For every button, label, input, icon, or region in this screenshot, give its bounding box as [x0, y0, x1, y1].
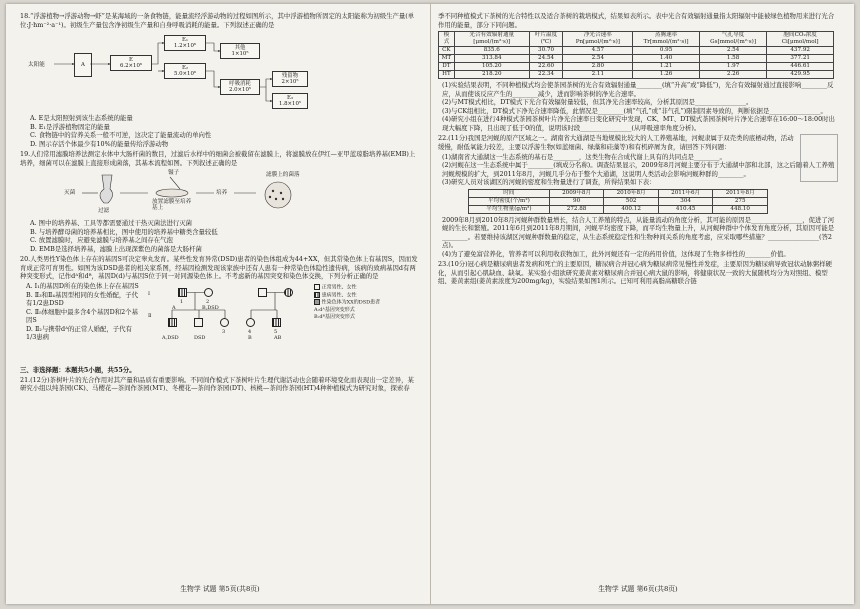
q23-stem: 23.(10分)冠心病是糖尿病患者发病和死亡的主要原因，糖尿病合并冠心病为糖尿病常见慢性并发症，主要原因为糖尿病导致冠状动脉粥样硬化，从而引起心肌缺血、缺氧。某实验小组欲研究姜黄素对糖尿病合并冠心病大鼠的影响，将健康状况一致的大鼠随机均分为对照组、模型组、姜黄素组(姜黄素浓度为200mg/kg)，实验结果如图1所示。已知可利用高脂高糖联合链 [438, 260, 832, 285]
table-cell: 平均生物量(g/m²) [469, 205, 550, 213]
sun-label: 太阳能 [28, 62, 45, 68]
legend-dsd-text: 性染色体为XX的DSD患者 [321, 299, 381, 306]
box-e-label: E [129, 57, 133, 63]
table-cell: 437.92 [767, 47, 834, 55]
q19-opt-d: D. EMB是选择培养基，滤膜上出现深紫色的菌落是大肠杆菌 [30, 244, 202, 253]
table-cell: 400.12 [604, 205, 659, 213]
exam-sheet [6, 4, 854, 604]
box-e2-label: E₂ [181, 65, 189, 71]
gen-1: Ⅰ [148, 291, 150, 297]
q21-continued: 季不同种植模式下茶树的光合特性以及适合茶树的栽培模式，结果如表所示。表中光合有效辐射通量指太阳辐射中能被绿色植物用来进行光合作用的能量，部分下同问题。 [438, 12, 835, 29]
page-5 [20, 12, 420, 596]
legend-affected [314, 292, 418, 300]
q21-part-3: (3)与CK组相比，DT模式下净光合速率降低，此情况是________(填“气孔”或“非气孔”)限制因素导致的，判断依据是________________。 [442, 106, 827, 115]
table-cell: HT [439, 71, 455, 79]
q21-part-4: (4)研究小组在进行4种模式茶园茶树叶片净光合速率日变化研究中发现，CK、MT、DT模式茶园茶树叶片净光合速率在16:00～18:00时出现大幅度下降，且出现了低于0的值，说明该时段________________(从呼吸速率角度分析)。 [442, 115, 835, 132]
table-cell: 429.95 [767, 71, 834, 79]
step-sterilize: 灭菌 [64, 190, 76, 196]
table-cell: 1.40 [633, 55, 700, 63]
table-row [439, 55, 834, 63]
section-3-heading: 三、非选择题：本题共5小题，共55分。 [20, 366, 136, 374]
step-place-membrane: 放置滤膜至培养基上 [152, 199, 192, 211]
step-tweezers: 镊子 [168, 170, 180, 176]
q20-options [20, 282, 140, 342]
label-4: 4 [248, 329, 252, 335]
table-cell: MT [439, 55, 455, 63]
q18-opt-b: B. E₁是浮游植物固定的能量 [30, 122, 110, 131]
table-cell: 30.70 [529, 47, 563, 55]
table-cell: 2.54 [699, 47, 766, 55]
table-cell: 90 [549, 197, 604, 205]
table-cell: 4.57 [563, 47, 633, 55]
box-residue-label: 残留物 [281, 73, 299, 79]
q19-stem: 19.人们常用滤膜培养法测定水体中大肠杆菌的数目，过滤后水样中的细菌会被截留在滤膜上，将滤膜放在伊红—亚甲蓝琼脂培养基(EMB)上培养，细菌可以在滤膜上直接形成菌落，其基本流程如图。下列叙述正确的是 [20, 150, 416, 167]
box-a: A [74, 53, 92, 77]
table-row [469, 197, 768, 205]
table-cell: 1.97 [699, 63, 766, 71]
table-header: 2011年6月 [658, 189, 713, 197]
table-cell: 2.54 [563, 55, 633, 63]
q22-part-1: (1)湖南省大通湖这一生态系统的基石是________，这类生物在合成代谢上具有的共同点是________。 [442, 152, 726, 161]
table-cell: 2.26 [699, 71, 766, 79]
table-header: 2009年8月 [549, 189, 604, 197]
table-header: 模式 [439, 32, 455, 47]
table-cell: 304 [658, 197, 713, 205]
table-header: 2010年8月 [604, 189, 659, 197]
box-resp-value: 2.0×10⁵ [228, 87, 252, 94]
label-1: 1 [180, 299, 184, 305]
clam-density-table [468, 189, 768, 214]
q19-opt-a: A. 图中的培养基、工具等都需要通过干热灭菌法进行灭菌 [30, 219, 193, 227]
footer-page-5: 生物学 试题 第5页(共8页) [180, 584, 260, 593]
q22-part-2: (2)河蚬在这一生态系统中属于________(填成分名称)。调查结果显示，2009年8月河蚬主要分布于大通湖中部和北部，这之后随着人工养殖河蚬规模的扩大，到2011年8月，河蚬几乎分布于整个大通湖，这说明人类活动会影响河蚬种群的________。 [442, 161, 835, 178]
pedigree-lines [148, 284, 308, 324]
table-header: 时间 [469, 189, 550, 197]
filtration-drawing [20, 169, 320, 217]
table-cell: 24.54 [529, 55, 563, 63]
q22-stem: 22.(11分)我国是河蚬的原产区域之一。湖南省大通湖是当地规模比较大的人工养殖基地，河蚬隶属于双壳类的底栖动物，活动缓慢，耐低氧能力较差，主要以浮游生物(如蓝细菌、绿藻和硅藻等)和有机碎屑为食，请回答下列问题： [438, 134, 794, 151]
table-cell: 105.20 [454, 63, 529, 71]
footer-page-6: 生物学 试题 第6页(共8页) [598, 584, 678, 593]
q19-opt-c: C. 放置滤膜时，应避免滤膜与培养基之间存在气泡 [30, 236, 173, 244]
box-e3-value: 1.8×10⁵ [278, 101, 302, 108]
table-cell: 0.95 [633, 47, 700, 55]
table-cell: 313.84 [454, 55, 529, 63]
table-cell: 平均密度(个/m²) [469, 197, 550, 205]
legend-affected-text: 患病男性、女性 [321, 292, 357, 298]
pedigree-legend [314, 284, 418, 321]
tag-b-dsd: B,DSD [202, 305, 219, 311]
clam-illustration [800, 134, 838, 182]
tag-dsd: DSD [194, 335, 206, 341]
step-culture: 培养 [216, 190, 228, 196]
legend-normal-text: 正常男性、女性 [321, 284, 357, 291]
box-e1-value: 1.2×10⁶ [173, 43, 197, 50]
step-filter: 过滤 [98, 208, 110, 214]
q19-opt-b: B. 与培养酵母菌的培养基相比，图中使用的培养基中糖类含量较低 [30, 227, 218, 236]
gen-2: Ⅱ [148, 313, 152, 319]
table-header: 净光合速率Pn[μmol/(m²·s)] [563, 32, 633, 47]
box-e3-label: E₃ [286, 95, 294, 101]
label-2: 2 [206, 299, 210, 305]
table-header: 胞间CO₂浓度Ci[μmol/mol] [767, 32, 834, 47]
energy-flow-diagram [20, 31, 420, 111]
q18-opt-a: A. E是太阳照射到该生态系统的能量 [30, 114, 133, 122]
table-cell: 218.20 [454, 71, 529, 79]
tag-ab: AB [274, 335, 282, 341]
q18-stem: 18.“浮游植物→浮游动物→虾”是某海域的一条食物链，能量流经浮游动物的过程如图所示，其中浮游植物所固定的太阳能称为初级生产量(单位:J·hm⁻²·a⁻¹)。初级生产量包含净初级生产量和自身呼吸消耗的能量。下列叙述正确的是 [20, 12, 415, 29]
page-6 [438, 12, 838, 596]
box-resp-label: 呼吸消耗 [229, 81, 251, 87]
legend-dsd [314, 299, 418, 307]
table-cell: CK [439, 47, 455, 55]
table-cell: 410.45 [658, 205, 713, 213]
table-header-row [469, 189, 768, 197]
label-3: 3 [222, 329, 226, 335]
photosynthesis-table [438, 31, 834, 79]
table-row [439, 63, 834, 71]
q20-stem: 20.人类男性Y染色体上存在的基因S可决定睾丸发育。某些性发育异常(DSD)患者的染色体组成为44+XX，但其常染色体上有基因S，因而发育成正常可育男性。如图为该DSD患者的相关家系图，经基因检测发现该家族中还有人患有一种常染色体隐性遗传病，该病的致病基因d有两种突变形式，记作dᴬ和dᴮ，基因D(d)与基因S位于同一对同源染色体上。不考虑新的基因突变和染色体交换，下列分析正确的是 [20, 255, 418, 280]
q22-part-4: (4)为了避免富营养化，管养者可以利用收获物加工，此外河蚬还有一定的药用价值，这体现了生物多样性的________价值。 [442, 249, 790, 258]
table-cell: 2.11 [563, 71, 633, 79]
q21-part-2: (2)与MT模式相比，DT模式下光合有效辐射量较低，但其净光合速率较高，分析其原因是________________。 [442, 98, 753, 106]
table-cell: 272.88 [549, 205, 604, 213]
table-cell: 448.10 [713, 205, 768, 213]
table-cell: 377.21 [767, 55, 834, 63]
table-cell: 22.34 [529, 71, 563, 79]
q20-opt-d: D. Ⅱ₂与携带dᴬ的正常人婚配，子代有1/3患病 [26, 324, 132, 341]
table-cell: 1.21 [633, 63, 700, 71]
table-cell: 22.60 [529, 63, 563, 71]
q22-part-3: (3)研究人员对该湖区的河蚬的密度和生物量进行了调查，所得结果如下表： [442, 178, 656, 186]
flow-arrows [20, 31, 320, 111]
table-cell: 1.58 [699, 55, 766, 63]
filtration-diagram [20, 169, 420, 217]
table-cell: DT [439, 63, 455, 71]
box-other-value: 1×10⁵ [231, 51, 249, 58]
q20-opt-a: A. Ⅰ₁的基因D所在的染色体上存在基因S [26, 282, 139, 290]
q21-part-1: (1)实验结果表明，不同种植模式均会使茶园茶树的光合有效辐射通量________(填“升高”或“降低”)，光合有效辐射通过直接影响________反应，从而使该反应产生的________减少，进而影响茶树的净光合速率。 [442, 81, 834, 98]
page-divider [430, 4, 431, 604]
q18-opt-c: C. 食物链中的营养关系一般不可逆，这决定了能量流动的单向性 [30, 131, 212, 139]
table-cell: 835.6 [454, 47, 529, 55]
box-e1-label: E₁ [181, 37, 189, 43]
q20-opt-b: B. Ⅱ₃和Ⅱ₄基因型相同的女性婚配，子代有1/2患DSD [26, 290, 139, 307]
legend-db: B:dᴮ基因突变形式 [314, 313, 355, 320]
q18-opt-d: D. 图示存活个体最少有10%的能量传给浮游动物 [30, 139, 169, 148]
q21-stem: 21.(12分)茶树叶片的光合作用对其产量和品质有重要影响。不同间作模式下茶树叶片生理代谢活动也会随着环境变化而表现出一定差异，某研究小组以纯茶园(CK)、马樱花—茶间作茶园(MT)、冬樱花—茶间作茶园(DT)、核桃—茶间作茶园(HT)4种种植模式为研究对象，探索春 [20, 375, 414, 392]
box-e-value: 6.2×10⁶ [119, 63, 143, 70]
table-header: 蒸腾速率Tr[mmol/(m²·s)] [633, 32, 700, 47]
q20-opt-c: C. Ⅱ₅体细胞中最多含4个基因D和2个基因S [26, 307, 138, 324]
label-5: 5 [274, 329, 278, 335]
box-residue-value: 2×10⁵ [281, 79, 299, 86]
box-e2-value: 5.0×10⁶ [173, 71, 197, 78]
table-header: 光合有效辐射通量[μmol/(m²·s)] [454, 32, 529, 47]
table-cell: 1.26 [633, 71, 700, 79]
q22-analysis: 2009年8月到2010年8月河蚬种群数量增长，结合人工养殖的特点，从能量流动的角度分析，其可能的原因是________________，促进了河蚬的生长和繁殖。2011年6月到2011年8月期间，河蚬平均密度下降，而平均生物量上升，从河蚬种群中个体发育角度分析，其原因可能是________。若要维持该湖区河蚬种群数量的稳定，从生态系统稳定性和生物种间关系的角度考虑，应采取哪些措施？________________(答2点)。 [442, 215, 835, 249]
legend-da: A:dᴬ基因突变形式 [314, 306, 355, 313]
step-colonies: 滤膜上的菌落 [266, 172, 300, 178]
table-cell: 275 [713, 197, 768, 205]
table-row [469, 205, 768, 213]
table-header: 2011年8月 [713, 189, 768, 197]
table-header: 气孔导度Gs[mmol/(m²·s)] [699, 32, 766, 47]
q20-body [20, 282, 420, 364]
q22-block [438, 134, 838, 151]
box-other-label: 其他 [234, 45, 246, 51]
table-cell: 446.61 [767, 63, 834, 71]
legend-normal [314, 284, 418, 292]
table-cell: 502 [604, 197, 659, 205]
table-header: 叶片温度(℃) [529, 32, 563, 47]
pedigree-chart [148, 284, 420, 348]
table-row [439, 47, 834, 55]
tag-b: B [248, 335, 252, 341]
tag-a: A [172, 305, 176, 311]
table-cell: 2.80 [563, 63, 633, 71]
table-row [439, 71, 834, 79]
table-header-row [439, 32, 834, 47]
tag-a-dsd: A,DSD [162, 335, 179, 341]
